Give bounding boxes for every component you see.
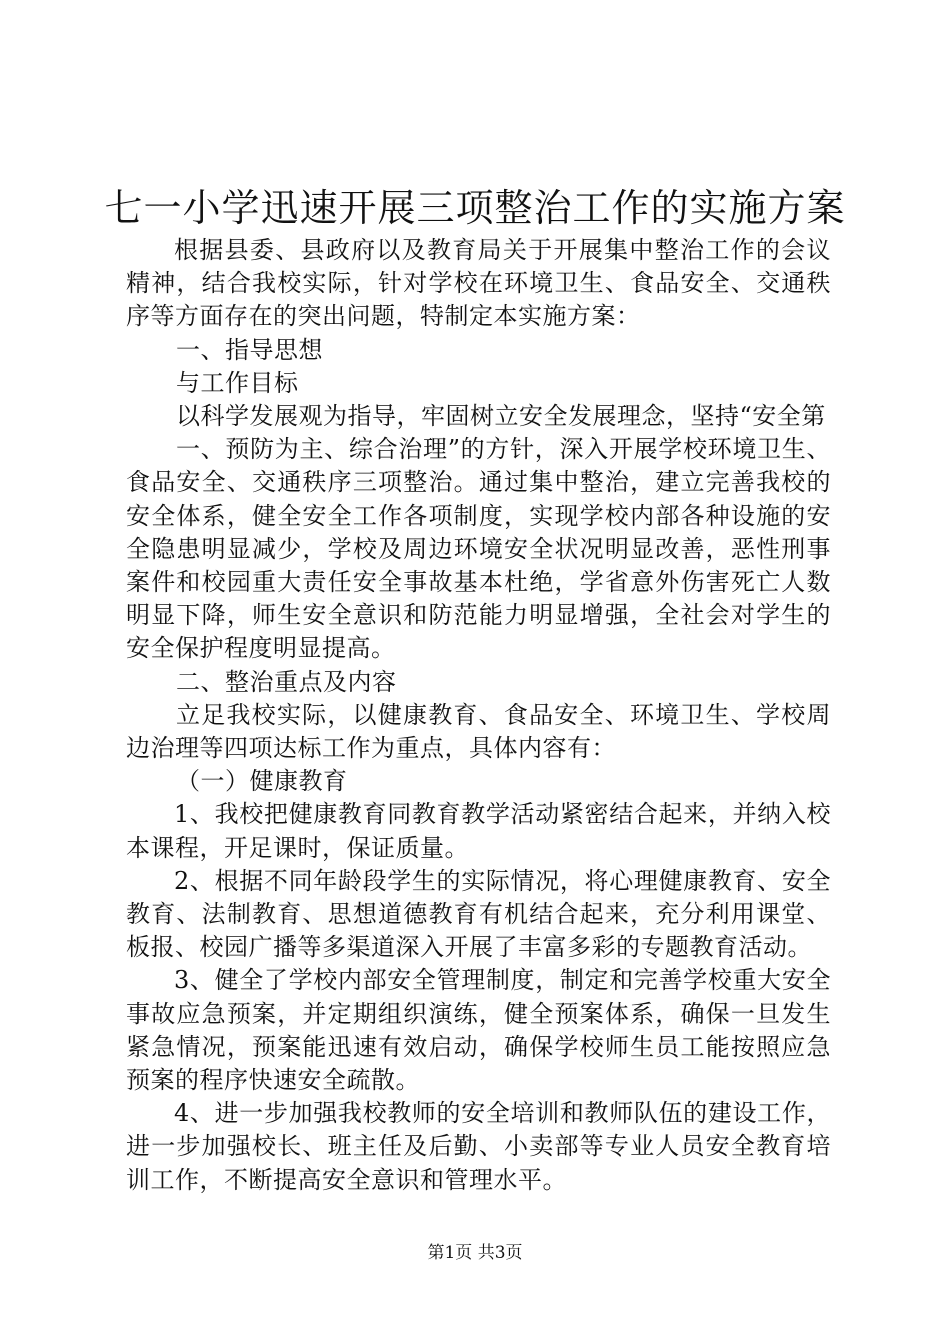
list-item-4: 4、进一步加强我校教师的安全培训和教师队伍的建设工作，进一步加强校长、班主任及后勤、小卖部等专业人员安全教育培训工作，不断提高安全意识和管理水平。 bbox=[126, 1099, 831, 1194]
document-title: 七一小学迅速开展三项整治工作的实施方案 bbox=[104, 186, 846, 230]
key-content-paragraph: 立足我校实际，以健康教育、食品安全、环境卫生、学校周边治理等四项达标工作为重点，具体内容有： bbox=[126, 700, 831, 763]
policy-paragraph: 一、预防为主、综合治理”的方针，深入开展学校环境卫生、食品安全、交通秩序三项整治。通过集中整治，建立完善我校的安全体系，健全安全工作各项制度，实现学校内部各种设施的安全隐患明显减少，学校及周边环境安全状况明显改善，恶性刑事案件和校园重大责任安全事故基本杜绝，学省意外伤害死亡人数明显下降，师生安全意识和防范能力明显增强，全社会对学生的安全保护程度明显提高。 bbox=[126, 435, 831, 663]
list-item-2: 2、根据不同年龄段学生的实际情况，将心理健康教育、安全教育、法制教育、思想道德教育有机结合起来，充分利用课堂、板报、校园广播等多渠道深入开展了丰富多彩的专题教育活动。 bbox=[126, 866, 831, 962]
page-footer: 第1页 共3页 bbox=[427, 1243, 523, 1263]
section-heading-work-goals: 与工作目标 bbox=[176, 368, 299, 397]
subsection-heading-health-education: （一）健康教育 bbox=[176, 767, 348, 796]
section-heading-guiding-ideology: 一、指导思想 bbox=[176, 335, 323, 364]
list-item-1: 1、我校把健康教育同教育教学活动紧密结合起来，并纳入校本课程，开足课时，保证质量。 bbox=[126, 800, 831, 862]
guiding-paragraph: 以科学发展观为指导，牢固树立安全发展理念，坚持“安全第 bbox=[176, 402, 826, 431]
document-body bbox=[126, 234, 831, 1197]
section-heading-key-content: 二、整治重点及内容 bbox=[176, 667, 397, 696]
list-item-3: 3、健全了学校内部安全管理制度，制定和完善学校重大安全事故应急预案，并定期组织演练，健全预案体系，确保一旦发生紧急情况，预案能迅速有效启动，确保学校师生员工能按照应急预案的程序快速安全疏散。 bbox=[126, 966, 831, 1095]
intro-paragraph: 根据县委、县政府以及教育局关于开展集中整治工作的会议精神，结合我校实际，针对学校在环境卫生、食品安全、交通秩序等方面存在的突出问题，特制定本实施方案： bbox=[126, 236, 831, 331]
